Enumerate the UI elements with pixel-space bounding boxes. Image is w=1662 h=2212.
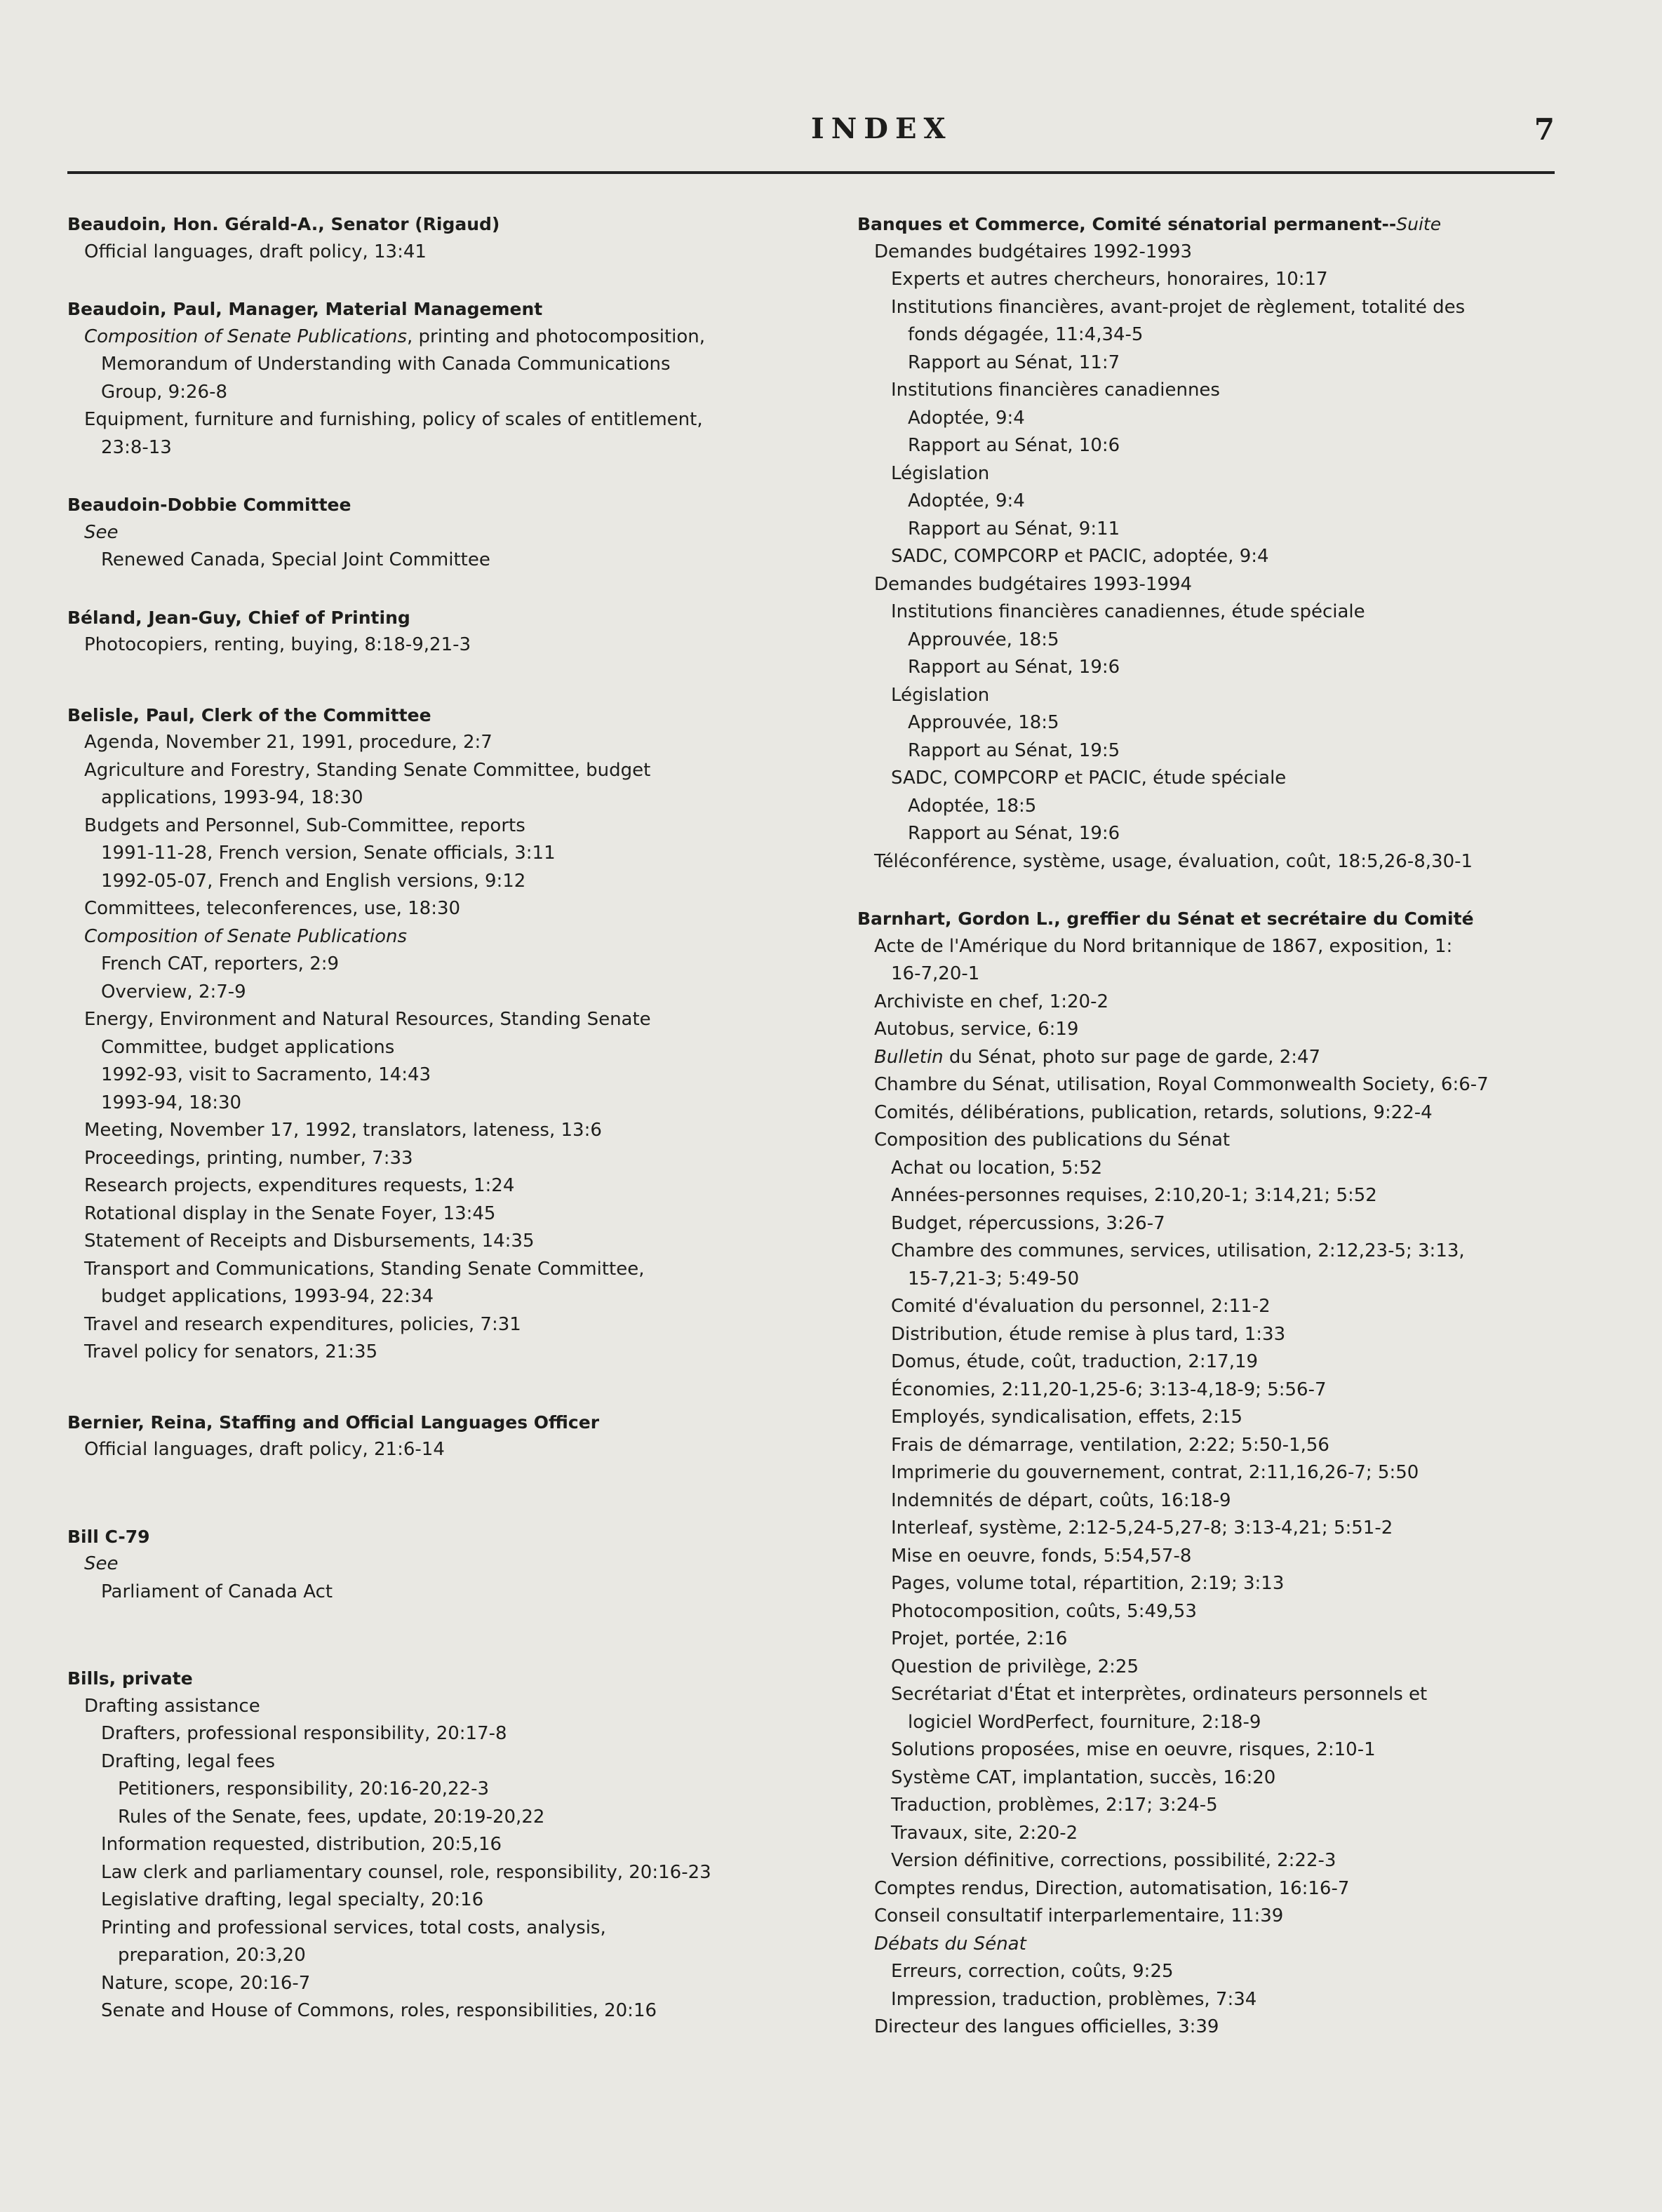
index-entry: 16-7,20-1	[891, 963, 980, 984]
spacer	[857, 876, 1559, 905]
spacer	[67, 1506, 811, 1523]
index-entry: Travaux, site, 2:20-2	[891, 1822, 1078, 1844]
index-entry: Proceedings, printing, number, 7:33	[84, 1147, 413, 1169]
spacer	[67, 462, 811, 491]
index-entry: Indemnités de départ, coûts, 16:18-9	[891, 1489, 1231, 1511]
index-entry: Transport and Communications, Standing Senate Committee,	[84, 1258, 645, 1280]
index-heading: Bills, private	[67, 1668, 193, 1689]
page-number: 7	[1534, 112, 1555, 147]
index-entry: Agenda, November 21, 1991, procedure, 2:7	[84, 732, 492, 753]
index-entry: SADC, COMPCORP et PACIC, adoptée, 9:4	[891, 546, 1269, 567]
index-entry: Comptes rendus, Direction, automatisation, 16:16-7	[874, 1877, 1350, 1899]
index-heading: Beaudoin, Hon. Gérald-A., Senator (Rigaud)	[67, 214, 500, 234]
index-entry: Research projects, expenditures requests, 1:24	[84, 1175, 515, 1196]
index-entry: Legislative drafting, legal specialty, 20:16	[101, 1889, 484, 1910]
index-entry: Solutions proposées, mise en oeuvre, risques, 2:10-1	[891, 1739, 1376, 1760]
index-entry: 15-7,21-3; 5:49-50	[908, 1268, 1080, 1289]
index-entry: Senate and House of Commons, roles, responsibilities, 20:16	[101, 2000, 657, 2021]
index-heading: Bernier, Reina, Staffing and Official Languages Officer	[67, 1412, 600, 1433]
index-entry: Impression, traduction, problèmes, 7:34	[891, 1988, 1257, 2010]
index-heading: Bill C-79	[67, 1526, 150, 1547]
index-entry: Employés, syndicalisation, effets, 2:15	[891, 1407, 1243, 1428]
index-entry: Demandes budgétaires 1993-1994	[874, 573, 1193, 595]
index-entry: Renewed Canada, Special Joint Committee	[101, 549, 490, 570]
index-entry: Chambre du Sénat, utilisation, Royal Commonwealth Society, 6:6-7	[874, 1074, 1489, 1095]
index-entry: Débats du Sénat	[874, 1933, 1026, 1955]
index-entry: Adoptée, 9:4	[908, 407, 1025, 429]
index-entry: Drafting, legal fees	[101, 1750, 276, 1772]
index-entry: 1993-94, 18:30	[101, 1092, 242, 1113]
index-entry: Photocopiers, renting, buying, 8:18-9,21-3	[84, 634, 471, 655]
index-entry: Approuvée, 18:5	[908, 629, 1059, 650]
index-heading: Belisle, Paul, Clerk of the Committee	[67, 704, 431, 725]
index-entry: Acte de l'Amérique du Nord britannique de 1867, exposition, 1:	[874, 935, 1453, 957]
index-entry: Meeting, November 17, 1992, translators, lateness, 13:6	[84, 1120, 602, 1141]
index-entry: Chambre des communes, services, utilisation, 2:12,23-5; 3:13,	[891, 1240, 1465, 1261]
index-entry: French CAT, reporters, 2:9	[101, 953, 340, 974]
index-entry: Comités, délibérations, publication, retards, solutions, 9:22-4	[874, 1101, 1433, 1123]
index-entry: Budgets and Personnel, Sub-Committee, reports	[84, 815, 525, 836]
index-entry: Institutions financières canadiennes, étude spéciale	[891, 601, 1365, 622]
index-entry: Achat ou location, 5:52	[891, 1157, 1103, 1179]
index-entry: Traduction, problèmes, 2:17; 3:24-5	[891, 1795, 1218, 1816]
index-entry: Interleaf, système, 2:12-5,24-5,27-8; 3:13-4,21; 5:51-2	[891, 1517, 1393, 1539]
index-entry: Group, 9:26-8	[101, 381, 227, 403]
index-entry: 1991-11-28, French version, Senate officials, 3:11	[101, 843, 556, 864]
index-entry: Rotational display in the Senate Foyer, 13:45	[84, 1202, 496, 1224]
index-entry: Projet, portée, 2:16	[891, 1628, 1068, 1649]
index-entry: Composition des publications du Sénat	[874, 1130, 1231, 1151]
index-entry: Domus, étude, coût, traduction, 2:17,19	[891, 1351, 1259, 1372]
index-entry: budget applications, 1993-94, 22:34	[101, 1286, 434, 1307]
index-entry: Téléconférence, système, usage, évaluation, coût, 18:5,26-8,30-1	[874, 850, 1473, 872]
index-entry: Adoptée, 9:4	[908, 490, 1025, 511]
index-entry: Committees, teleconferences, use, 18:30	[84, 898, 461, 919]
index-entry: Composition of Senate Publications	[84, 925, 408, 947]
index-entry: Adoptée, 18:5	[908, 795, 1037, 817]
index-entry: See	[84, 1553, 119, 1574]
index-entry: Secrétariat d'État et interprètes, ordinateurs personnels et	[891, 1684, 1428, 1705]
index-entry: Drafters, professional responsibility, 20:17-8	[101, 1723, 507, 1744]
index-entry: 23:8-13	[101, 436, 172, 458]
index-entry: Official languages, draft policy, 13:41	[84, 241, 427, 262]
index-entry: Photocomposition, coûts, 5:49,53	[891, 1600, 1197, 1622]
index-entry: Statement of Receipts and Disbursements, 14:35	[84, 1231, 535, 1252]
index-entry: Système CAT, implantation, succès, 16:20	[891, 1767, 1276, 1788]
index-heading: Béland, Jean-Guy, Chief of Printing	[67, 607, 410, 628]
index-entry: Rapport au Sénat, 19:6	[908, 823, 1120, 844]
index-entry: Imprimerie du gouvernement, contrat, 2:11,16,26-7; 5:50	[891, 1462, 1419, 1483]
index-entry: Bulletin du Sénat, photo sur page de garde, 2:47	[874, 1046, 1321, 1068]
index-entry: See	[84, 521, 119, 543]
index-entry: Budget, répercussions, 3:26-7	[891, 1212, 1165, 1234]
index-entry: Travel policy for senators, 21:35	[84, 1341, 378, 1362]
index-entry: Économies, 2:11,20-1,25-6; 3:13-4,18-9; 5:56-7	[891, 1379, 1327, 1400]
index-entry: Mise en oeuvre, fonds, 5:54,57-8	[891, 1545, 1192, 1567]
index-entry: 1992-93, visit to Sacramento, 14:43	[101, 1064, 431, 1085]
index-entry: Committee, budget applications	[101, 1036, 395, 1058]
index-entry: Rapport au Sénat, 9:11	[908, 518, 1120, 539]
index-heading: Barnhart, Gordon L., greffier du Sénat et secrétaire du Comité	[857, 909, 1474, 929]
index-entry: Institutions financières canadiennes	[891, 380, 1220, 401]
index-entry: Energy, Environment and Natural Resources, Standing Senate	[84, 1009, 651, 1030]
index-entry: Législation	[891, 684, 990, 706]
index-entry: Directeur des langues officielles, 3:39	[874, 2016, 1219, 2037]
index-entry: Official languages, draft policy, 21:6-14	[84, 1439, 445, 1460]
index-entry: Distribution, étude remise à plus tard, 1:33	[891, 1323, 1286, 1345]
index-entry: Législation	[891, 462, 990, 484]
index-entry: Drafting assistance	[84, 1695, 260, 1717]
index-entry: preparation, 20:3,20	[118, 1945, 306, 1966]
index-column-left	[67, 210, 811, 2025]
index-entry: Printing and professional services, total costs, analysis,	[101, 1917, 606, 1938]
index-heading: Beaudoin, Paul, Manager, Material Management	[67, 299, 543, 319]
index-entry: Archiviste en chef, 1:20-2	[874, 991, 1109, 1012]
suite-label: Suite	[1396, 214, 1442, 234]
index-column-right	[857, 210, 1559, 2042]
spacer	[67, 1464, 811, 1506]
index-entry: Agriculture and Forestry, Standing Senate Committee, budget	[84, 759, 651, 781]
index-entry: Autobus, service, 6:19	[874, 1019, 1079, 1040]
index-entry: Petitioners, responsibility, 20:16-20,22-3	[118, 1778, 490, 1799]
index-entry: 1992-05-07, French and English versions, 9:12	[101, 870, 526, 892]
index-entry: Overview, 2:7-9	[101, 981, 246, 1003]
index-entry: Composition of Senate Publications, printing and photocomposition,	[84, 326, 706, 347]
index-heading: Banques et Commerce, Comité sénatorial permanent--Suite	[857, 214, 1442, 234]
index-entry: Demandes budgétaires 1992-1993	[874, 241, 1193, 262]
index-entry: Version définitive, corrections, possibilité, 2:22-3	[891, 1850, 1336, 1871]
index-entry: Années-personnes requises, 2:10,20-1; 3:14,21; 5:52	[891, 1185, 1377, 1206]
index-entry: Rules of the Senate, fees, update, 20:19-20,22	[118, 1806, 545, 1828]
index-entry: Erreurs, correction, coûts, 9:25	[891, 1961, 1174, 1982]
index-entry: Rapport au Sénat, 19:5	[908, 739, 1120, 761]
index-entry: Nature, scope, 20:16-7	[101, 1972, 311, 1994]
page-header	[67, 112, 1555, 175]
index-entry: Approuvée, 18:5	[908, 712, 1059, 733]
header-rule	[67, 171, 1555, 174]
index-entry: Rapport au Sénat, 10:6	[908, 435, 1120, 456]
spacer	[67, 659, 811, 702]
index-entry: Information requested, distribution, 20:5,16	[101, 1834, 502, 1855]
index-entry: Question de privilège, 2:25	[891, 1656, 1139, 1677]
index-entry: Frais de démarrage, ventilation, 2:22; 5:50-1,56	[891, 1434, 1329, 1456]
index-entry: logiciel WordPerfect, fourniture, 2:18-9	[908, 1711, 1261, 1733]
index-entry: Institutions financières, avant-projet de règlement, totalité des	[891, 296, 1466, 318]
index-entry: Rapport au Sénat, 19:6	[908, 657, 1120, 678]
spacer	[67, 575, 811, 604]
index-entry: SADC, COMPCORP et PACIC, étude spéciale	[891, 768, 1287, 789]
spacer	[67, 1648, 811, 1665]
index-entry: Pages, volume total, répartition, 2:19; 3:13	[891, 1573, 1285, 1594]
page-title: INDEX	[811, 112, 953, 145]
index-entry: Equipment, furniture and furnishing, policy of scales of entitlement,	[84, 409, 703, 430]
index-entry: Conseil consultatif interparlementaire, 11:39	[874, 1905, 1284, 1926]
index-entry: Experts et autres chercheurs, honoraires, 10:17	[891, 269, 1328, 290]
spacer	[67, 1606, 811, 1648]
spacer	[67, 266, 811, 295]
index-entry: Travel and research expenditures, policies, 7:31	[84, 1313, 521, 1335]
index-entry: Parliament of Canada Act	[101, 1581, 333, 1602]
spacer	[67, 1367, 811, 1409]
index-entry: Memorandum of Understanding with Canada Communications	[101, 354, 671, 375]
index-entry: Law clerk and parliamentary counsel, role, responsibility, 20:16-23	[101, 1861, 711, 1883]
index-entry: applications, 1993-94, 18:30	[101, 787, 363, 808]
index-entry: fonds dégagée, 11:4,34-5	[908, 324, 1144, 345]
index-entry: Rapport au Sénat, 11:7	[908, 351, 1120, 373]
index-heading: Beaudoin-Dobbie Committee	[67, 495, 351, 515]
index-entry: Comité d'évaluation du personnel, 2:11-2	[891, 1296, 1271, 1317]
